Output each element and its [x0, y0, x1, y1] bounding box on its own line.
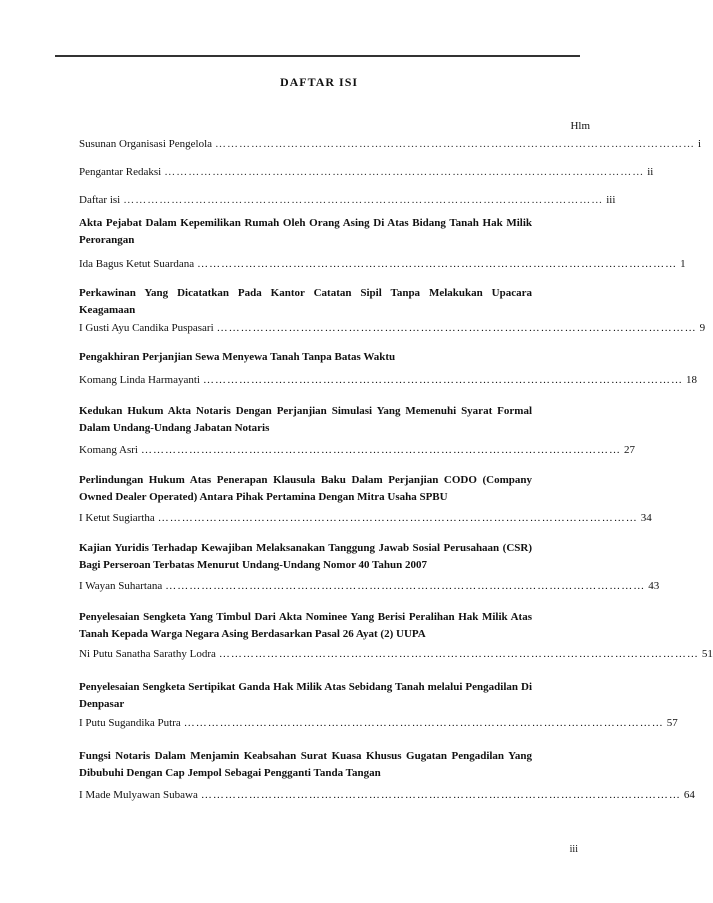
toc-entry-page: 57 [666, 717, 678, 729]
leader-dots: ………………………………………………………………………………………………………… [200, 789, 681, 801]
toc-prelim-row[interactable] [79, 138, 702, 150]
toc-entry-page: 51 [701, 648, 713, 660]
toc-entry-author: Ni Putu Sanatha Sarathy Lodra [79, 648, 216, 660]
toc-entry-author-row[interactable] [79, 717, 678, 729]
toc-prelim-row[interactable] [79, 166, 654, 178]
toc-entry-title[interactable]: Akta Pejabat Dalam Kepemilikan Rumah Oleh Orang Asing Di Atas Bidang Tanah Hak Milik Perorangan [79, 217, 532, 246]
toc-entry-page: 1 [680, 258, 686, 270]
toc-entry-title[interactable]: Pengakhiran Perjanjian Sewa Menyewa Tanah Tanpa Batas Waktu [79, 351, 396, 363]
toc-entry-author: I Made Mulyawan Subawa [79, 789, 198, 801]
leader-dots: ………………………………………………………………………………………………………… [183, 717, 664, 729]
toc-prelim-page: i [698, 138, 702, 150]
footer-page-number: iii [569, 844, 578, 855]
leader-dots: ………………………………………………………………………………………………………… [140, 444, 621, 456]
toc-entry-author: Komang Linda Harmayanti [79, 374, 200, 386]
toc-entry-author-row[interactable] [79, 648, 713, 660]
leader-dots: ………………………………………………………………………………………………………… [202, 374, 683, 386]
toc-entry-page: 9 [699, 322, 706, 334]
toc-entry-title[interactable]: Perkawinan Yang Dicatatkan Pada Kantor Catatan Sipil Tanpa Melakukan Upacara Keagamaan [79, 287, 532, 316]
leader-dots: ………………………………………………………………………………………………………… [157, 512, 638, 524]
toc-entry-title[interactable]: Fungsi Notaris Dalam Menjamin Keabsahan Surat Kuasa Khusus Gugatan Pengadilan Yang Dibubuhi Dengan Cap Jempol Sebagai Pengganti Tanda Tangan [79, 750, 532, 779]
toc-prelim-page: ii [647, 166, 654, 178]
toc-entry-page: 34 [640, 512, 652, 524]
leader-dots: ………………………………………………………………………………………………………… [215, 138, 696, 150]
toc-entry-page: 43 [648, 580, 660, 592]
leader-dots: ………………………………………………………………………………………………………… [197, 258, 678, 270]
toc-entry-author: Ida Bagus Ketut Suardana [79, 258, 195, 270]
toc-entry-page: 18 [685, 374, 697, 386]
leader-dots: ………………………………………………………………………………………………………… [164, 166, 645, 178]
leader-dots: ………………………………………………………………………………………………………… [216, 322, 697, 334]
leader-dots: ………………………………………………………………………………………………………… [165, 580, 646, 592]
toc-prelim-row[interactable] [79, 194, 616, 206]
toc-entry-title[interactable]: Kedukan Hukum Akta Notaris Dengan Perjanjian Simulasi Yang Memenuhi Syarat Formal Dalam Undang-Undang Jabatan Notaris [79, 405, 532, 434]
toc-entry-author: I Ketut Sugiartha [79, 512, 155, 524]
toc-entry-page: 27 [623, 444, 635, 456]
toc-entry-author-row[interactable] [79, 444, 635, 456]
toc-entry-author-row[interactable] [79, 322, 706, 334]
hlm-column-header: Hlm [570, 120, 590, 132]
toc-entry-author-row[interactable] [79, 580, 660, 592]
toc-entry-title[interactable]: Perlindungan Hukum Atas Penerapan Klausula Baku Dalam Perjanjian CODO (Company Owned Dealer Operated) Antara Pihak Pertamina Dengan Mitra Usaha SPBU [79, 474, 532, 503]
leader-dots: ………………………………………………………………………………………………………… [123, 194, 604, 206]
toc-entry-author: Komang Asri [79, 444, 138, 456]
toc-prelim-label: Pengantar Redaksi [79, 166, 162, 178]
toc-entry-author-row[interactable] [79, 374, 697, 386]
toc-entry-title[interactable]: Penyelesaian Sengketa Yang Timbul Dari Akta Nominee Yang Berisi Peralihan Hak Milik Atas Tanah Kepada Warga Negara Asing Berdasarkan Pasal 26 Ayat (2) UUPA [79, 611, 532, 640]
toc-entry-author: I Putu Sugandika Putra [79, 717, 181, 729]
toc-entry-author: I Wayan Suhartana [79, 580, 163, 592]
top-rule [55, 55, 580, 57]
toc-entry-title[interactable]: Penyelesaian Sengketa Sertipikat Ganda Hak Milik Atas Sebidang Tanah melalui Pengadilan Di Denpasar [79, 681, 532, 710]
toc-entry-author-row[interactable] [79, 789, 695, 801]
toc-entry-page: 64 [683, 789, 695, 801]
toc-prelim-page: iii [606, 194, 616, 206]
toc-entry-author-row[interactable] [79, 258, 686, 270]
toc-entry-title[interactable]: Kajian Yuridis Terhadap Kewajiban Melaksanakan Tanggung Jawab Sosial Perusahaan (CSR) Bagi Perseroan Terbatas Menurut Undang-Undang Nomor 40 Tahun 2007 [79, 542, 532, 571]
toc-entry-author-row[interactable] [79, 512, 652, 524]
toc-entry-author: I Gusti Ayu Candika Puspasari [79, 322, 214, 334]
page-title: DAFTAR ISI [279, 75, 359, 89]
toc-prelim-label: Susunan Organisasi Pengelola [79, 138, 213, 150]
toc-prelim-label: Daftar isi [79, 194, 121, 206]
leader-dots: ………………………………………………………………………………………………………… [218, 648, 699, 660]
